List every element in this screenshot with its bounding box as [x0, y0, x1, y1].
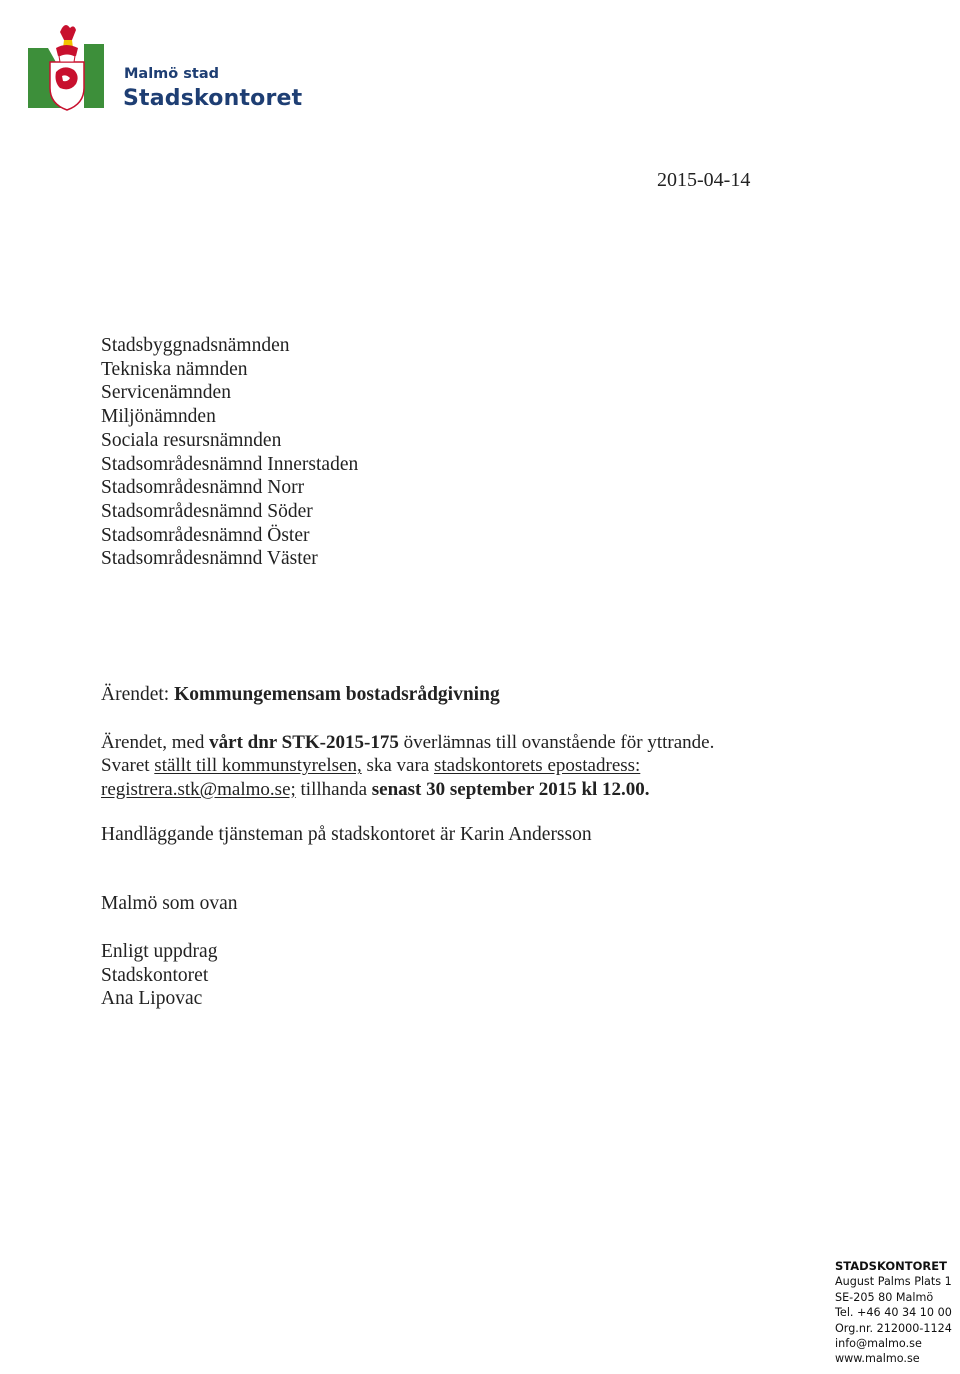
subject-label: Ärendet: [101, 684, 175, 705]
footer-address: August Palms Plats 1 [835, 1275, 952, 1289]
recipient-item: Tekniska nämnden [101, 358, 248, 380]
recipient-item: Stadsområdesnämnd Öster [101, 524, 310, 546]
recipient-item: Miljönämnden [101, 406, 216, 428]
body-paragraph [101, 731, 821, 801]
body-text: tillhanda [295, 778, 372, 800]
footer-contact [835, 1259, 952, 1367]
body-line-1 [101, 731, 821, 754]
recipient-list [101, 334, 358, 571]
body-line-3 [101, 778, 821, 801]
subject-line [101, 684, 500, 706]
email-label: stadskontorets epostadress: [433, 755, 641, 777]
footer-orgnr: Org.nr. 212000-1124 [835, 1321, 952, 1335]
org-unit-title: Stadskontoret [123, 86, 303, 111]
recipient-item: Stadsbyggnadsnämnden [101, 335, 290, 356]
body-line-2 [101, 754, 821, 777]
recipient-item: Stadsområdesnämnd Norr [101, 477, 305, 499]
signature-block [101, 940, 217, 1011]
footer-website[interactable]: www.malmo.se [835, 1352, 920, 1366]
recipient-item: Stadsområdesnämnd Innerstaden [101, 453, 359, 475]
recipient-emphasis: ställt till kommunstyrelsen, [154, 755, 362, 777]
recipient-item: Sociala resursnämnden [101, 429, 282, 451]
malmo-coat-of-arms-logo [26, 22, 106, 112]
signature-line: Ana Lipovac [101, 988, 203, 1009]
body-text: ska vara [361, 755, 434, 777]
deadline: senast 30 september 2015 kl 12.00. [371, 778, 650, 800]
subject-title: Kommungemensam bostadsrådgivning [174, 684, 500, 705]
footer-title: STADSKONTORET [835, 1259, 947, 1273]
body-text: Ärendet, med [101, 732, 210, 753]
org-name: Malmö stad [124, 66, 220, 82]
place-line: Malmö som ovan [101, 893, 238, 914]
handler-line: Handläggande tjänsteman på stadskontoret är Karin Andersson [101, 824, 592, 845]
signature-line: Enligt uppdrag [101, 941, 218, 962]
email-link[interactable]: registrera.stk@malmo.se; [101, 778, 296, 800]
recipient-item: Stadsområdesnämnd Väster [101, 548, 318, 570]
footer-phone: Tel. +46 40 34 10 00 [835, 1306, 952, 1320]
case-number: vårt dnr STK-2015-175 [209, 732, 399, 753]
signature-line: Stadskontoret [101, 964, 209, 986]
recipient-item: Stadsområdesnämnd Söder [101, 500, 313, 522]
footer-postal: SE-205 80 Malmö [835, 1290, 934, 1304]
body-text: Svaret [101, 755, 155, 777]
letter-date: 2015-04-14 [657, 169, 751, 191]
body-text: överlämnas till ovanstående för yttrande. [398, 732, 715, 753]
footer-email[interactable]: info@malmo.se [835, 1337, 922, 1351]
recipient-item: Servicenämnden [101, 382, 231, 404]
